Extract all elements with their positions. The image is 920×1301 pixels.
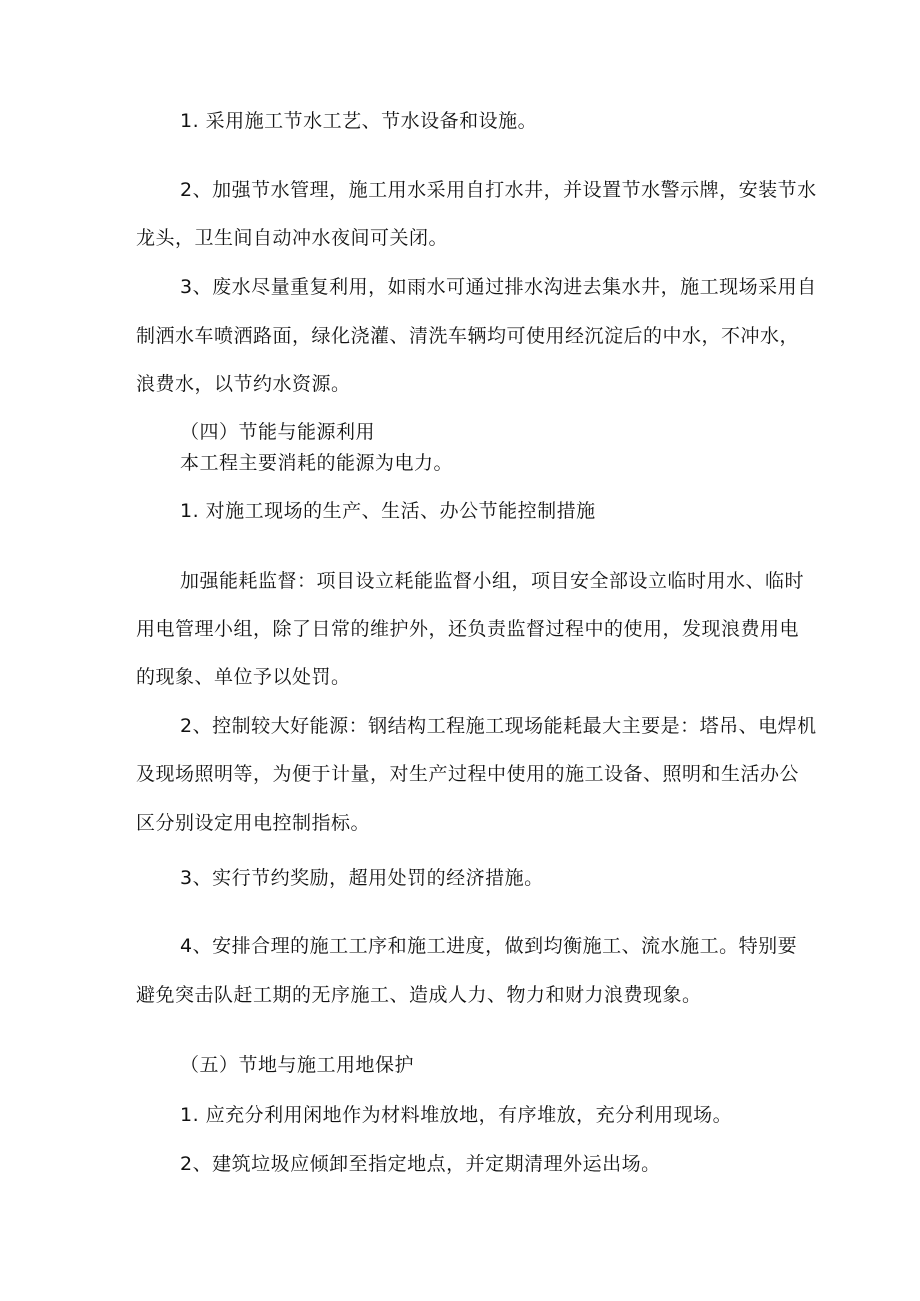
- paragraph-water-saving-1: 1. 采用施工节水工艺、节水设备和设施。: [180, 110, 538, 132]
- paragraph-energy-2-line-1: 2、控制较大好能源：钢结构工程施工现场能耗最大主要是：塔吊、电焊机: [180, 715, 817, 737]
- paragraph-energy-monitoring-line-1: 加强能耗监督：项目设立耗能监督小组，项目安全部设立临时用水、临时: [180, 570, 805, 592]
- paragraph-water-saving-2-line-1: 2、加强节水管理，施工用水采用自打水井，并设置节水警示牌，安装节水: [180, 179, 817, 201]
- section-heading-energy: （四）节能与能源利用: [180, 421, 376, 443]
- paragraph-energy-2-line-2: 及现场照明等，为便于计量，对生产过程中使用的施工设备、照明和生活办公: [136, 763, 800, 785]
- paragraph-energy-intro: 本工程主要消耗的能源为电力。: [180, 452, 454, 474]
- paragraph-water-saving-3-line-3: 浪费水，以节约水资源。: [136, 373, 351, 395]
- paragraph-land-1: 1. 应充分利用闲地作为材料堆放地，有序堆放，充分利用现场。: [180, 1104, 733, 1126]
- paragraph-energy-monitoring-line-2: 用电管理小组，除了日常的维护外，还负责监督过程中的使用，发现浪费用电: [136, 618, 800, 640]
- section-heading-land: （五）节地与施工用地保护: [180, 1054, 415, 1076]
- paragraph-water-saving-2-line-2: 龙头，卫生间自动冲水夜间可关闭。: [136, 227, 449, 249]
- paragraph-water-saving-3-line-2: 制洒水车喷洒路面，绿化浇灌、清洗车辆均可使用经沉淀后的中水，不冲水，: [136, 325, 800, 347]
- paragraph-energy-2-line-3: 区分别设定用电控制指标。: [136, 812, 371, 834]
- paragraph-energy-monitoring-line-3: 的现象、单位予以处罚。: [136, 666, 351, 688]
- paragraph-energy-1: 1. 对施工现场的生产、生活、办公节能控制措施: [180, 500, 596, 522]
- paragraph-water-saving-3-line-1: 3、废水尽量重复利用，如雨水可通过排水沟进去集水井，施工现场采用自: [180, 276, 817, 298]
- paragraph-energy-4-line-1: 4、安排合理的施工工序和施工进度，做到均衡施工、流水施工。特别要: [180, 935, 798, 957]
- paragraph-energy-3: 3、实行节约奖励，超用处罚的经济措施。: [180, 867, 544, 889]
- paragraph-energy-4-line-2: 避免突击队赶工期的无序施工、造成人力、物力和财力浪费现象。: [136, 984, 702, 1006]
- paragraph-land-2: 2、建筑垃圾应倾卸至指定地点，并定期清理外运出场。: [180, 1153, 661, 1175]
